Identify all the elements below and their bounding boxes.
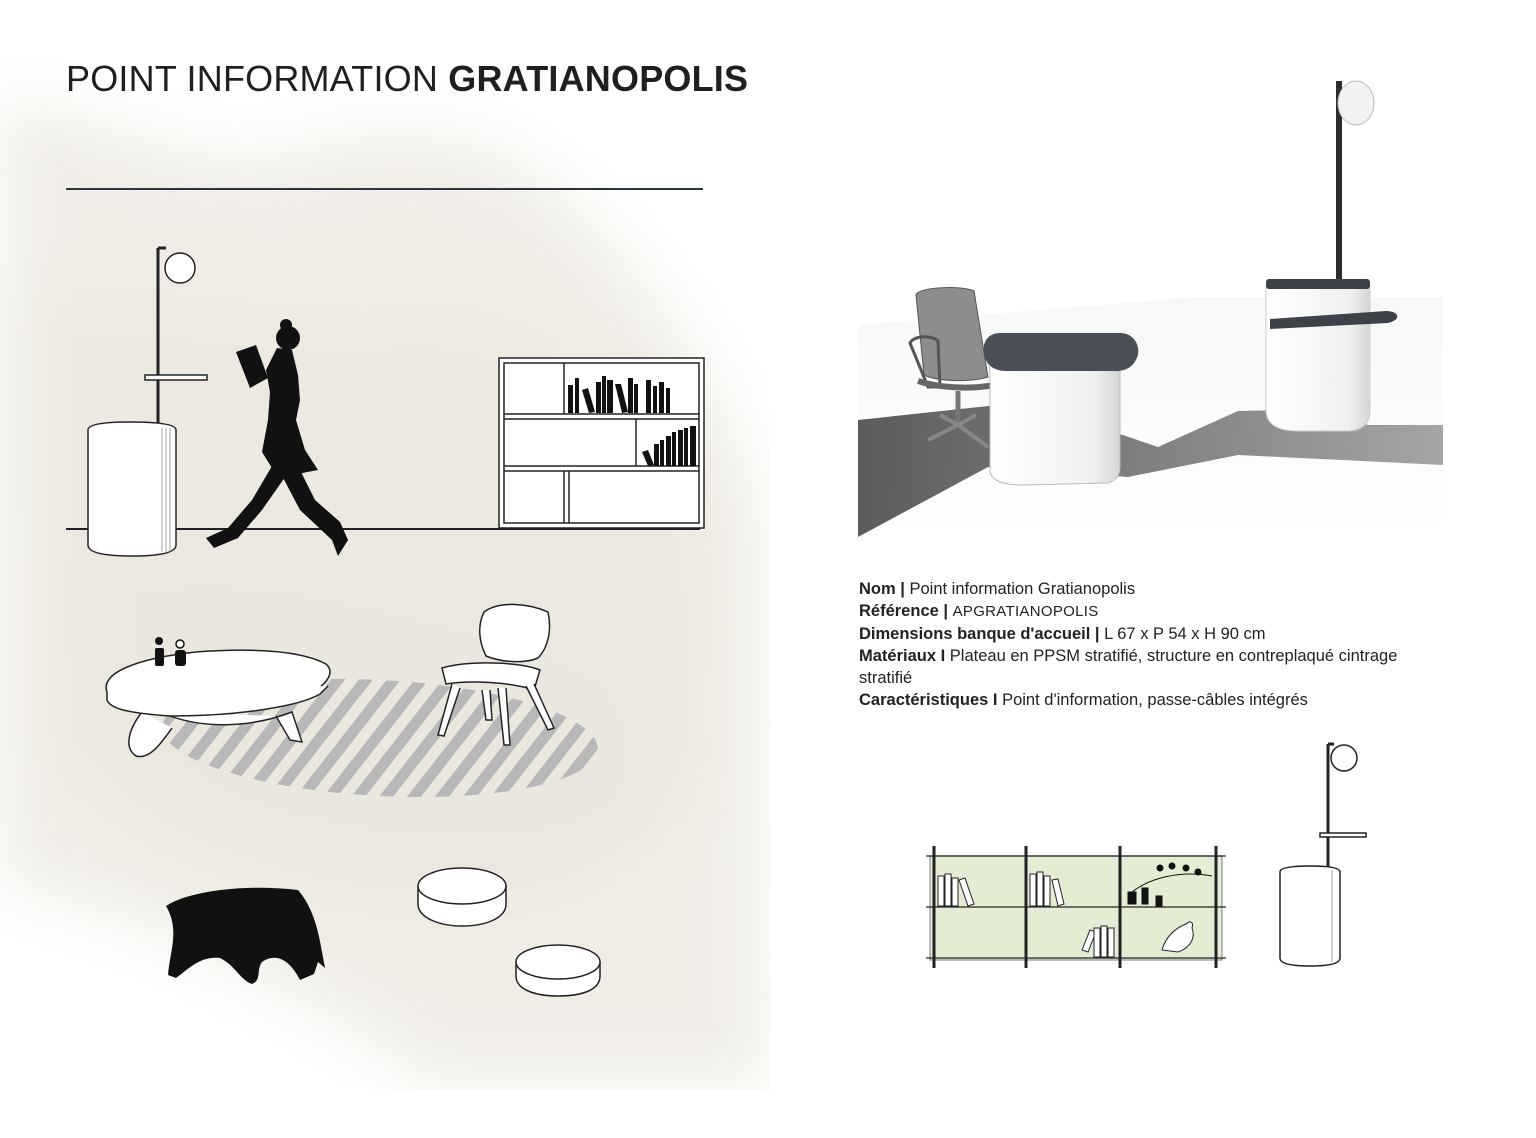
spec-key: Référence | [859, 602, 948, 620]
ambiance-illustration [0, 0, 770, 1090]
spec-value: Point information Gratianopolis [909, 580, 1136, 598]
spec-value: L 67 x P 54 x H 90 cm [1104, 625, 1266, 643]
elephant-stool [166, 888, 325, 984]
title-bold: GRATIANOPOLIS [448, 58, 749, 99]
woman-reading-silhouette [206, 319, 348, 556]
kiosk-drawing [1280, 744, 1366, 966]
spec-key: Caractéristiques I [859, 691, 998, 709]
office-chair [910, 288, 1008, 447]
kiosk-body [88, 422, 176, 556]
spec-row-reference [859, 600, 1419, 623]
spec-row-materiaux [859, 645, 1419, 689]
render-shadow [858, 405, 1443, 537]
spec-value: APGRATIANOPOLIS [952, 603, 1099, 620]
info-kiosk [88, 248, 207, 556]
mobile-decor [1128, 863, 1212, 906]
spec-row-caracteristiques [859, 689, 1419, 711]
bird-figurine [1162, 922, 1193, 952]
product-specs [859, 578, 1419, 711]
render-floor [858, 297, 1443, 537]
reception-desk [984, 333, 1139, 485]
spec-key: Dimensions banque d'accueil | [859, 625, 1100, 643]
spec-key: Nom | [859, 580, 905, 598]
title-light: POINT INFORMATION [66, 58, 439, 99]
floor-poufs [418, 868, 600, 996]
spec-value: Plateau en PPSM stratifié, structure en contreplaqué cintrage stratifié [859, 647, 1398, 687]
spec-row-dimensions [859, 623, 1419, 645]
spec-row-nom [859, 578, 1419, 600]
spec-key: Matériaux I [859, 647, 946, 665]
kiosk-shelf [145, 375, 207, 380]
shelving-unit [926, 846, 1226, 968]
render-kiosk [1266, 81, 1397, 431]
spec-value: Point d'information, passe-câbles intégrés [1002, 691, 1308, 709]
lamp-globe [165, 253, 195, 283]
